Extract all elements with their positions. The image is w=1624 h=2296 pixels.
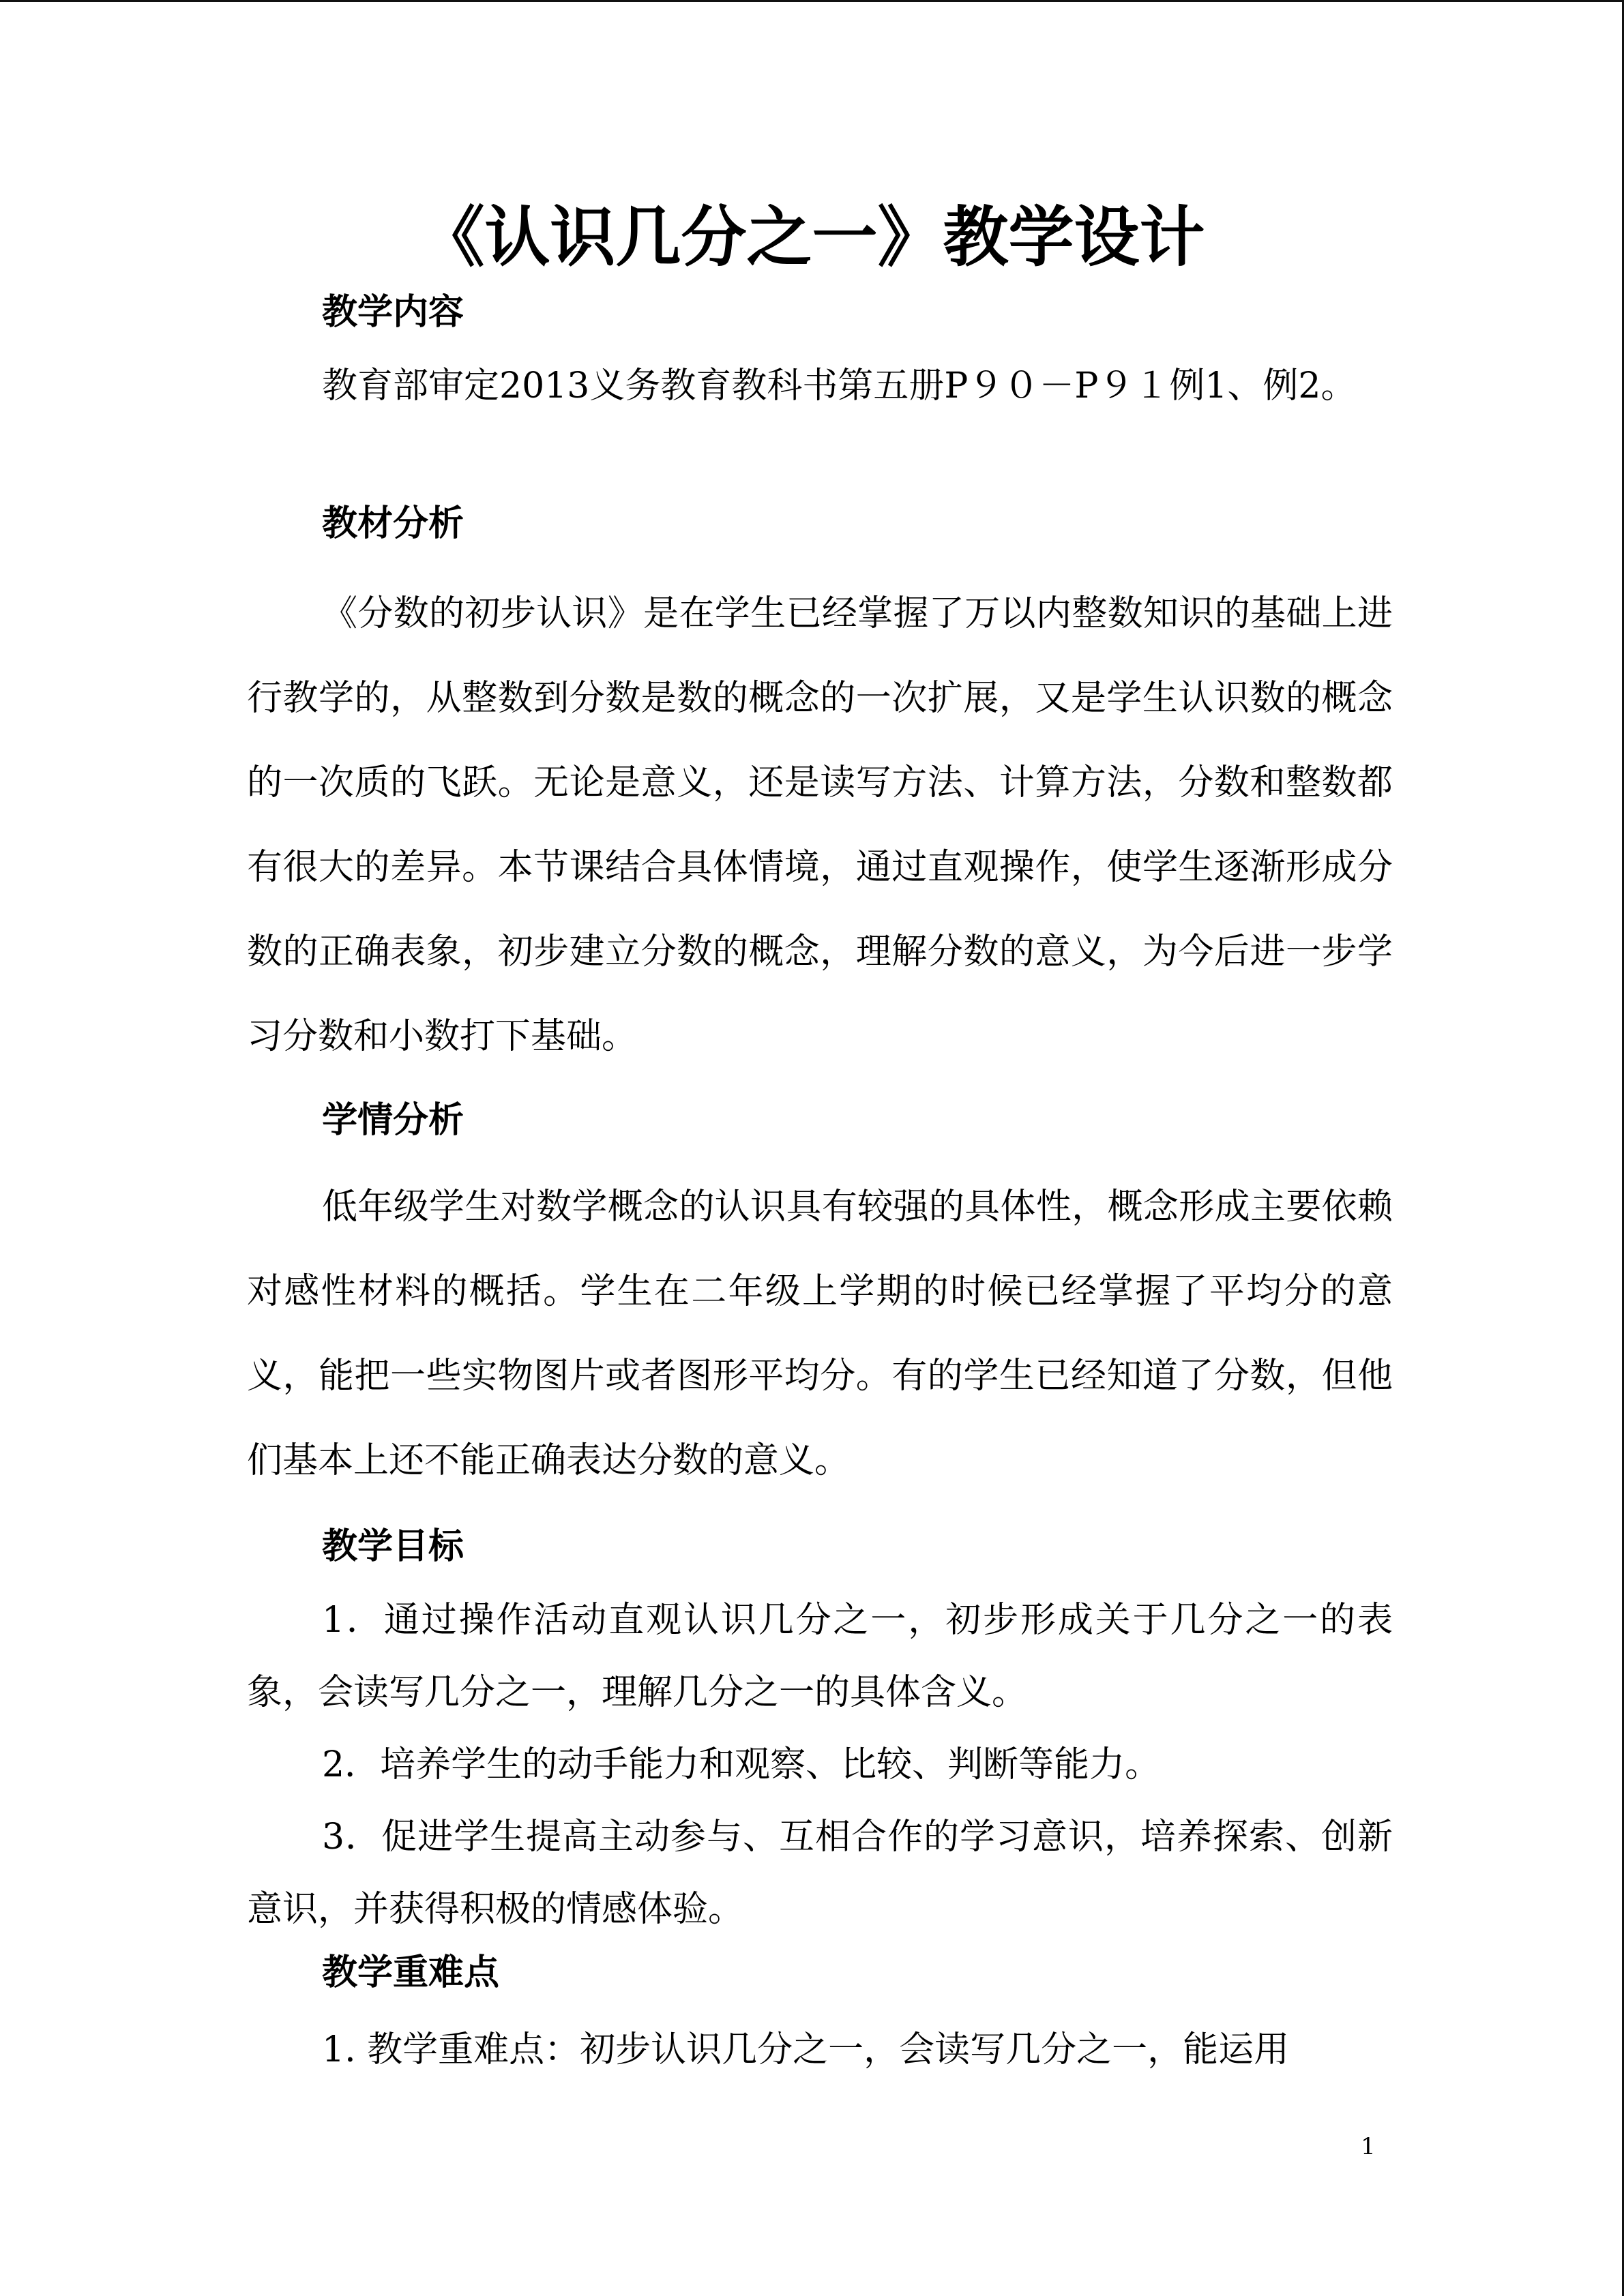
heading-teaching-content: 教学内容 xyxy=(322,292,464,333)
section-student-analysis xyxy=(247,1165,1393,1503)
paragraph-teaching-content: 教育部审定2013义务教育教科书第五册P９０－P９１例1、例2。 xyxy=(322,366,1357,406)
heading-material-analysis: 教材分析 xyxy=(322,503,464,544)
heading-key-points: 教学重难点 xyxy=(322,1952,500,1993)
goal-item-3: 3．促进学生提高主动参与、互相合作的学习意识，培养探索、创新意识，并获得积极的情感体验。 xyxy=(247,1817,1393,1930)
paragraph-material-analysis: 《分数的初步认识》是在学生已经掌握了万以内整数知识的基础上进行教学的，从整数到分数是数的概念的一次扩展，又是学生认识数的概念的一次质的飞跃。无论是意义，还是读写方法、计算方法，分数和整数都有很大的差异。本节课结合具体情境，通过直观操作，使学生逐渐形成分数的正确表象，初步建立分数的概念，理解分数的意义，为今后进一步学习分数和小数打下基础。 xyxy=(247,593,1393,1057)
goal-item-1: 1．通过操作活动直观认识几分之一，初步形成关于几分之一的表象，会读写几分之一，理解几分之一的具体含义。 xyxy=(247,1600,1393,1713)
goal-item-2: 2．培养学生的动手能力和观察、比较、判断等能力。 xyxy=(322,1744,1161,1785)
page-number: 1 xyxy=(1361,2133,1376,2160)
section-material-analysis xyxy=(247,571,1393,1079)
section-key-points xyxy=(247,2014,1393,2086)
section-teaching-content xyxy=(247,350,1393,422)
section-teaching-goals xyxy=(247,1584,1393,1945)
paragraph-student-analysis: 低年级学生对数学概念的认识具有较强的具体性，概念形成主要依赖对感性材料的概括。学生在二年级上学期的时候已经掌握了平均分的意义，能把一些实物图片或者图形平均分。有的学生已经知道了分数，但他们基本上还不能正确表达分数的意义。 xyxy=(247,1187,1393,1481)
heading-teaching-goals: 教学目标 xyxy=(322,1526,464,1567)
document-title: 《认识几分之一》教学设计 xyxy=(419,199,1205,275)
heading-student-analysis: 学情分析 xyxy=(322,1100,464,1141)
keypoint-item-1: 1. 教学重难点：初步认识几分之一，会读写几分之一，能运用 xyxy=(322,2029,1290,2070)
